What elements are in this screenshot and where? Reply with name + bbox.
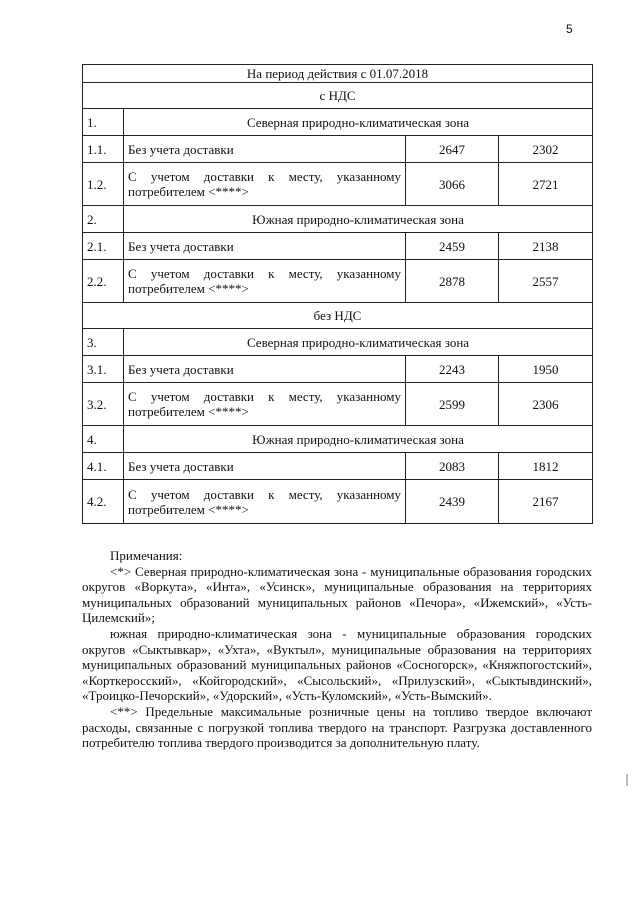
row-description: Без учета доставки [124,356,406,383]
vat-header: без НДС [83,303,593,329]
note-paragraph: <**> Предельные максимальные розничные цены на топливо твердое включают расходы, связанные с погрузкой топлива твердого на транспорт. Разгрузка доставленного потребителю топлива твердого производится за дополнительную плату. [82,703,592,751]
page-number: 5 [566,22,573,36]
row-description: С учетом доставки к месту, указанному потребителем <****> [124,383,406,426]
row-value-1: 2439 [406,480,499,524]
row-value-2: 2557 [499,260,593,303]
row-value-1: 2243 [406,356,499,383]
row-description: Без учета доставки [124,136,406,163]
vat-header-row [83,303,593,329]
price-table [82,64,593,524]
table-row [83,453,593,480]
row-value-2: 1950 [499,356,593,383]
period-header-row [83,65,593,83]
table-row [83,163,593,206]
row-description: С учетом доставки к месту, указанному потребителем <****> [124,163,406,206]
zone-row [83,426,593,453]
row-index: 1.2. [83,163,124,206]
row-index: 3.1. [83,356,124,383]
row-value-1: 2083 [406,453,499,480]
row-index: 4.1. [83,453,124,480]
notes-section [82,548,592,751]
row-index: 2.2. [83,260,124,303]
zone-name: Южная природно-климатическая зона [124,206,593,233]
row-index: 1.1. [83,136,124,163]
row-value-2: 2138 [499,233,593,260]
row-value-1: 2647 [406,136,499,163]
row-value-2: 1812 [499,453,593,480]
zone-index: 1. [83,109,124,136]
zone-row [83,109,593,136]
row-index: 2.1. [83,233,124,260]
table-row [83,233,593,260]
row-value-2: 2721 [499,163,593,206]
vat-header-row [83,83,593,109]
row-index: 4.2. [83,480,124,524]
period-header: На период действия с 01.07.2018 [83,65,593,83]
note-paragraph: южная природно-климатическая зона - муниципальные образования городских округов «Сыктывкар», «Ухта», «Вуктыл», муниципальные образования на территориях муниципальных образований муниципальных районов «Сосногорск», «Княжпогостский», «Корткеросский», «Койгородский», «Сысольский», «Прилузский», «Сыктывдинский», «Троицко-Печорский», «Удорский», «Усть-Куломский», «Усть-Вымский». [82,625,592,704]
zone-index: 3. [83,329,124,356]
scan-mark [626,774,628,786]
zone-name: Северная природно-климатическая зона [124,109,593,136]
zone-index: 4. [83,426,124,453]
row-value-2: 2167 [499,480,593,524]
row-value-2: 2302 [499,136,593,163]
row-description: С учетом доставки к месту, указанному потребителем <****> [124,480,406,524]
row-value-1: 2459 [406,233,499,260]
table-row [83,260,593,303]
vat-header: с НДС [83,83,593,109]
note-paragraph: <*> Северная природно-климатическая зона - муниципальные образования городских округов «Воркута», «Инта», «Усинск», муниципальные образования на территориях муниципальных образований муниципальных районов «Печора», «Ижемский», «Усть-Цилемский»; [82,563,592,626]
zone-name: Южная природно-климатическая зона [124,426,593,453]
row-value-1: 2599 [406,383,499,426]
row-index: 3.2. [83,383,124,426]
row-value-2: 2306 [499,383,593,426]
table-row [83,356,593,383]
table-row [83,480,593,524]
table-row [83,136,593,163]
table-row [83,383,593,426]
row-description: Без учета доставки [124,453,406,480]
zone-row [83,329,593,356]
notes-title: Примечания: [110,548,183,563]
row-value-1: 3066 [406,163,499,206]
zone-index: 2. [83,206,124,233]
zone-row [83,206,593,233]
row-description: С учетом доставки к месту, указанному потребителем <****> [124,260,406,303]
row-value-1: 2878 [406,260,499,303]
zone-name: Северная природно-климатическая зона [124,329,593,356]
row-description: Без учета доставки [124,233,406,260]
